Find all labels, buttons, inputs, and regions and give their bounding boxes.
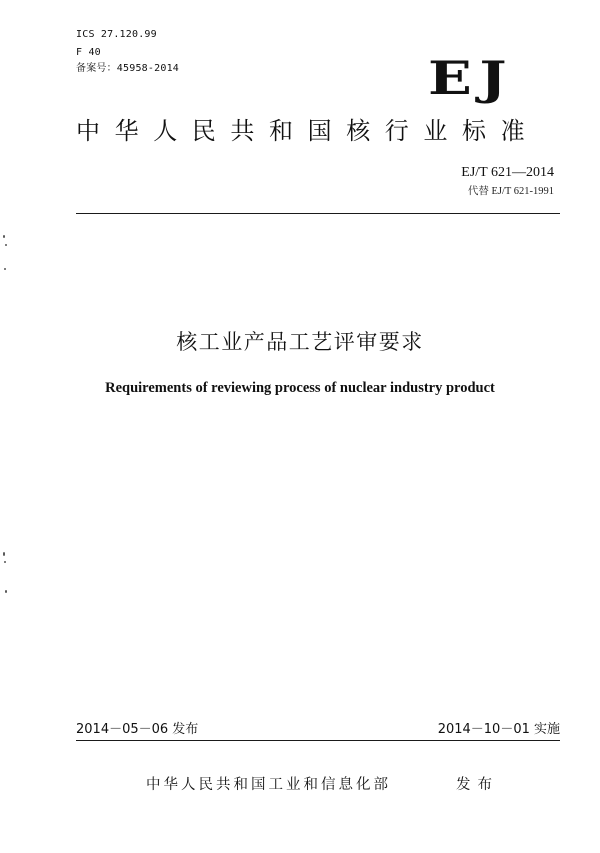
record-number: 备案号：45958-2014 [76, 63, 180, 74]
standard-code: EJ/T 621—2014 [461, 165, 554, 180]
implementation-date: 2014－10－01 实施 [437, 722, 560, 737]
ej-logo: EJ [428, 51, 515, 105]
bottom-divider [76, 740, 560, 741]
ics-code: ICS 27.120.99 [76, 29, 157, 40]
scan-speck [4, 561, 6, 563]
scan-speck [5, 244, 7, 246]
scan-speck [5, 590, 7, 593]
classification-code: F 40 [76, 47, 101, 58]
issue-date: 2014－05－06 发布 [76, 722, 199, 737]
top-divider [76, 213, 560, 214]
issue-action: 发布 [456, 777, 499, 793]
scan-speck [3, 552, 5, 556]
title-chinese: 核工业产品工艺评审要求 [176, 330, 424, 354]
issuing-authority: 中华人民共和国工业和信息化部 [146, 777, 391, 793]
scan-speck [3, 235, 5, 238]
title-english: Requirements of reviewing process of nuclear industry product [105, 380, 495, 396]
replaces-note: 代替 EJ/T 621-1991 [467, 186, 554, 197]
scan-speck [4, 268, 6, 270]
standard-name: 中华人民共和国核行业标准 [76, 117, 540, 145]
